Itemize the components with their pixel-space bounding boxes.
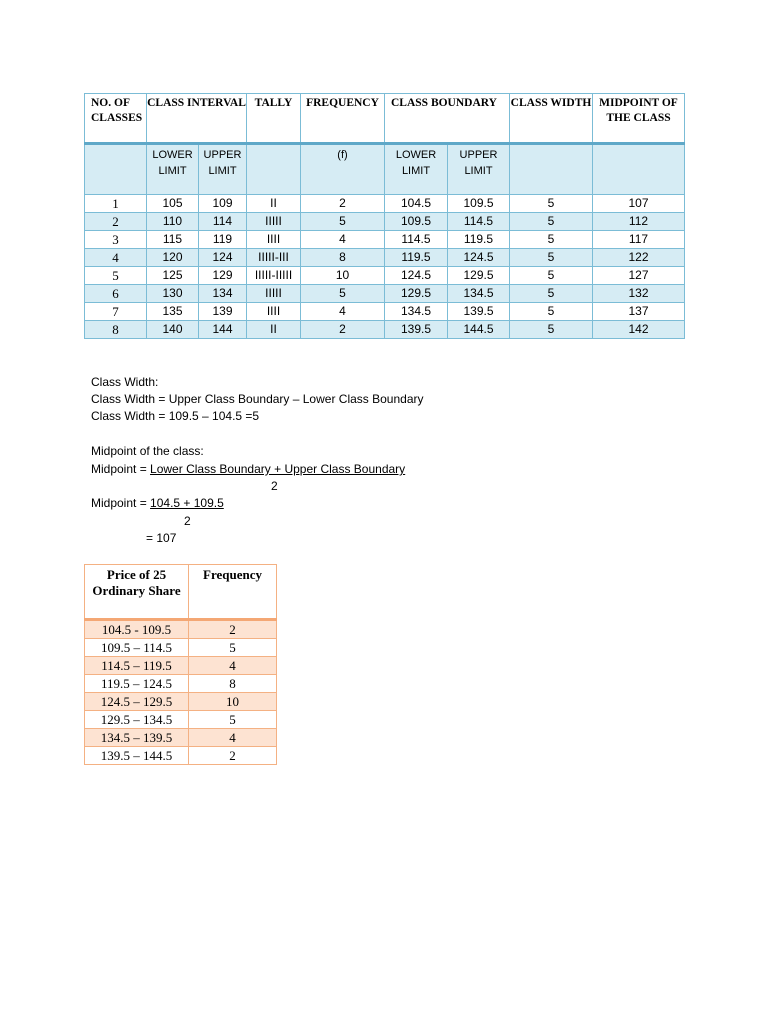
table-row: [85, 267, 685, 285]
table-row: [85, 213, 685, 231]
table-cell: 112: [593, 213, 685, 231]
table-cell: 144.5: [448, 321, 510, 339]
header-frequency: Frequency: [189, 565, 277, 620]
table-cell: 2: [189, 620, 277, 639]
table-cell: 5: [510, 195, 593, 213]
table-cell: 139.5 – 144.5: [85, 747, 189, 765]
table-cell: 129.5: [385, 285, 448, 303]
subheader-empty: [510, 144, 593, 195]
table-cell: 114: [199, 213, 247, 231]
table-cell: IIII: [247, 231, 301, 249]
table-cell: 114.5: [448, 213, 510, 231]
table-row: [85, 657, 277, 675]
table-cell: 140: [147, 321, 199, 339]
table-row: [85, 249, 685, 267]
table-cell: 5: [510, 213, 593, 231]
table-cell: IIIII-IIIII: [247, 267, 301, 285]
table-cell: 119.5 – 124.5: [85, 675, 189, 693]
table-cell: IIII: [247, 303, 301, 321]
table-cell: 110: [147, 213, 199, 231]
table-cell: 10: [189, 693, 277, 711]
class-width-title: Class Width:: [91, 375, 159, 389]
header-midpoint: MIDPOINT OF THE CLASS: [593, 94, 685, 144]
table-cell: 139: [199, 303, 247, 321]
midpoint-prefix: Midpoint =: [91, 462, 151, 476]
header-class-boundary: CLASS BOUNDARY: [385, 94, 510, 144]
table-row: [85, 639, 277, 657]
subheader-empty: [85, 144, 147, 195]
table-cell: 8: [85, 321, 147, 339]
table-cell: 5: [510, 249, 593, 267]
table-cell: 10: [301, 267, 385, 285]
table-cell: 124: [199, 249, 247, 267]
table-row: [85, 729, 277, 747]
table-cell: 8: [189, 675, 277, 693]
midpoint-title: Midpoint of the class:: [91, 444, 204, 458]
table-cell: 124.5: [385, 267, 448, 285]
table-cell: II: [247, 195, 301, 213]
table-cell: 8: [301, 249, 385, 267]
table-cell: 139.5: [385, 321, 448, 339]
table-cell: 129: [199, 267, 247, 285]
table-cell: 134: [199, 285, 247, 303]
table-cell: 117: [593, 231, 685, 249]
table-cell: 130: [147, 285, 199, 303]
table-row: [85, 285, 685, 303]
header-no-of-classes: NO. OF CLASSES: [85, 94, 147, 144]
midpoint-prefix: Midpoint =: [91, 496, 151, 510]
subheader-upper-limit: UPPER LIMIT: [199, 144, 247, 195]
table-cell: 125: [147, 267, 199, 285]
subheader-lower-boundary: LOWER LIMIT: [385, 144, 448, 195]
table-cell: 4: [301, 303, 385, 321]
table-cell: 5: [301, 285, 385, 303]
table-cell: 114.5 – 119.5: [85, 657, 189, 675]
table-cell: 5: [301, 213, 385, 231]
share-price-frequency-table: [84, 564, 277, 765]
table-cell: 142: [593, 321, 685, 339]
header-tally: TALLY: [247, 94, 301, 144]
table-cell: 114.5: [385, 231, 448, 249]
table-cell: 5: [510, 303, 593, 321]
table-row: [85, 231, 685, 249]
table-cell: 5: [510, 231, 593, 249]
table-cell: 132: [593, 285, 685, 303]
table-cell: 4: [301, 231, 385, 249]
table-cell: 144: [199, 321, 247, 339]
table-cell: 4: [85, 249, 147, 267]
table-cell: IIIII: [247, 213, 301, 231]
table-cell: 119.5: [385, 249, 448, 267]
midpoint-calc-numerator: 104.5 + 109.5: [150, 496, 224, 510]
table-cell: 109.5: [385, 213, 448, 231]
midpoint-formula-numerator: Lower Class Boundary + Upper Class Boundary: [150, 462, 406, 476]
subheader-empty: [247, 144, 301, 195]
table-cell: 5: [189, 711, 277, 729]
header-row: [85, 565, 277, 620]
table-row: [85, 675, 277, 693]
class-width-calc: Class Width = 109.5 – 104.5 =5: [91, 409, 260, 423]
table-row: [85, 693, 277, 711]
header-class-width: CLASS WIDTH: [510, 94, 593, 144]
table-cell: 127: [593, 267, 685, 285]
table-cell: 105: [147, 195, 199, 213]
table-cell: 3: [85, 231, 147, 249]
table-cell: 104.5 - 109.5: [85, 620, 189, 639]
table-cell: 109: [199, 195, 247, 213]
table-cell: 109.5: [448, 195, 510, 213]
table-cell: 4: [189, 729, 277, 747]
table-cell: 5: [189, 639, 277, 657]
table-cell: 2: [85, 213, 147, 231]
table-cell: IIIII: [247, 285, 301, 303]
table-cell: 107: [593, 195, 685, 213]
table-cell: 4: [189, 657, 277, 675]
table-cell: 2: [301, 321, 385, 339]
table-cell: 129.5 – 134.5: [85, 711, 189, 729]
table-cell: 1: [85, 195, 147, 213]
table-cell: 129.5: [448, 267, 510, 285]
table-cell: 5: [510, 321, 593, 339]
midpoint-result: = 107: [146, 531, 177, 545]
table-cell: 120: [147, 249, 199, 267]
midpoint-calc-denominator: 2: [184, 514, 191, 528]
header-class-interval: CLASS INTERVAL: [147, 94, 247, 144]
table-row: [85, 321, 685, 339]
table-cell: IIIII-III: [247, 249, 301, 267]
table-cell: 134.5: [385, 303, 448, 321]
table-cell: 109.5 – 114.5: [85, 639, 189, 657]
table-row: [85, 303, 685, 321]
table-cell: II: [247, 321, 301, 339]
subheader-f: (f): [301, 144, 385, 195]
table-row: [85, 195, 685, 213]
header-price: Price of 25 Ordinary Share: [85, 565, 189, 620]
table-cell: 5: [510, 267, 593, 285]
table-cell: 135: [147, 303, 199, 321]
midpoint-formula: [91, 461, 405, 478]
table-row: [85, 620, 277, 639]
table-cell: 124.5 – 129.5: [85, 693, 189, 711]
midpoint-calc: [91, 495, 224, 512]
table-cell: 6: [85, 285, 147, 303]
header-row: [85, 94, 685, 144]
subheader-row: [85, 144, 685, 195]
table-cell: 7: [85, 303, 147, 321]
subheader-lower-limit: LOWER LIMIT: [147, 144, 199, 195]
table-row: [85, 711, 277, 729]
table-cell: 115: [147, 231, 199, 249]
table-cell: 139.5: [448, 303, 510, 321]
table-cell: 119.5: [448, 231, 510, 249]
table-row: [85, 747, 277, 765]
frequency-distribution-table: [84, 93, 685, 339]
table-cell: 5: [510, 285, 593, 303]
table-cell: 5: [85, 267, 147, 285]
table-cell: 122: [593, 249, 685, 267]
class-width-formula: Class Width = Upper Class Boundary – Lower Class Boundary: [91, 392, 424, 406]
header-frequency: FREQUENCY: [301, 94, 385, 144]
subheader-upper-boundary: UPPER LIMIT: [448, 144, 510, 195]
midpoint-formula-denominator: 2: [271, 479, 278, 493]
table-cell: 137: [593, 303, 685, 321]
subheader-empty: [593, 144, 685, 195]
table-cell: 2: [189, 747, 277, 765]
table-cell: 134.5 – 139.5: [85, 729, 189, 747]
table-cell: 124.5: [448, 249, 510, 267]
table-cell: 119: [199, 231, 247, 249]
table-cell: 2: [301, 195, 385, 213]
table-cell: 104.5: [385, 195, 448, 213]
table-cell: 134.5: [448, 285, 510, 303]
